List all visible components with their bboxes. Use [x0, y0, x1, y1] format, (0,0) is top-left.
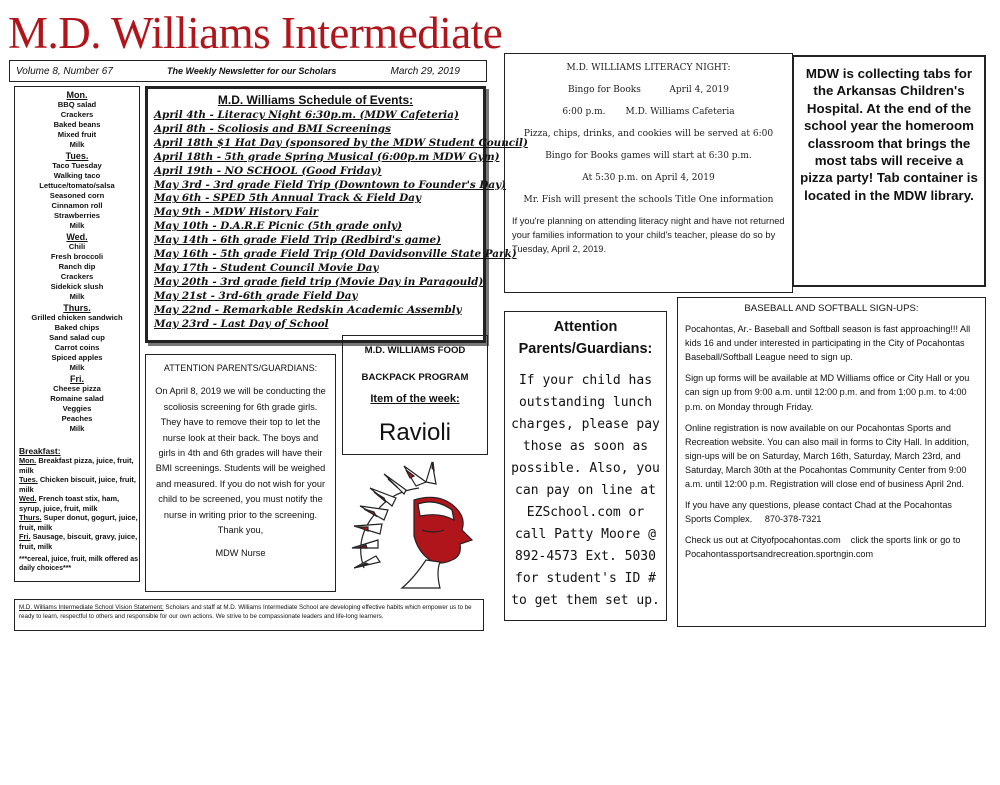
menu-item: Sand salad cup — [49, 333, 105, 342]
menu-item: Walking taco — [53, 171, 101, 180]
baseball-p1: Pocahontas, Ar.- Baseball and Softball season is fast approaching!!! All kids 16 and under interested in participating in the City of Pocahontas Baseball/Softball League need to sign up. — [685, 324, 971, 363]
menu-item: Strawberries — [53, 211, 100, 220]
vision-label: M.D. Williams Intermediate School Vision Statement: — [19, 604, 164, 611]
breakfast-heading: Breakfast: — [19, 446, 61, 456]
menu-item: Peaches — [61, 414, 93, 423]
breakfast-item — [19, 456, 139, 475]
breakfast-day: Fri. — [19, 532, 31, 541]
baseball-heading: BASEBALL AND SOFTBALL SIGN-UPS: — [744, 303, 919, 314]
event-item: May 10th - D.A.R.E Picnic (5th grade only) — [154, 220, 402, 233]
volume-number: Volume 8, Number 67 — [16, 65, 113, 77]
breakfast-text: French toast stix, ham, syrup, juice, fruit, milk — [19, 494, 120, 513]
literacy-line-4: Bingo for Books games will start at 6:30 p.m. — [545, 151, 752, 161]
menu-item: Ranch dip — [58, 262, 96, 271]
event-item: April 19th - NO SCHOOL (Good Friday) — [154, 164, 382, 177]
menu-item: Spiced apples — [51, 353, 103, 362]
menu-item: Carrot coins — [54, 343, 100, 352]
menu-day-heading: Mon. — [66, 90, 88, 100]
event-item: May 9th - MDW History Fair — [154, 206, 319, 219]
menu-item: Milk — [69, 140, 85, 149]
breakfast-item — [19, 475, 139, 494]
event-item: May 14th - 6th grade Field Trip (Redbird's game) — [154, 234, 442, 247]
menu-item: Cinnamon roll — [51, 201, 103, 210]
event-item: April 8th - Scoliosis and BMI Screenings — [154, 122, 391, 135]
event-item: May 3rd - 3rd grade Field Trip (Downtown to Founder's Day) — [154, 178, 507, 191]
breakfast-day: Wed. — [19, 494, 37, 503]
literacy-heading: M.D. WILLIAMS LITERACY NIGHT: — [566, 63, 731, 73]
lunch-charges-body: If your child has outstanding lunch charges, please pay those as soon as possible. Also, you can pay on line at EZSchool.com or call Patty Moore @ 892-4573 Ext. 5030 for student's ID # to get them set up. — [511, 373, 660, 608]
event-item: April 18th $1 Hat Day (sponsored by the MDW Student Council) — [154, 136, 528, 149]
menu-day-heading: Fri. — [69, 374, 84, 384]
breakfast-text: Breakfast pizza, juice, fruit, milk — [19, 456, 134, 475]
baseball-p5: Check us out at Cityofpocahontas.com click the sports link or go to Pocahontassportsandrecreation.sportngin.com — [685, 535, 963, 560]
literacy-line-7: If you're planning on attending literacy night and have not returned your families information to your child's teacher, please do so by Tuesday, April 2, 2019. — [512, 216, 785, 254]
menu-item: Mixed fruit — [57, 130, 97, 139]
lunch-charges-heading: Attention Parents/Guardians: — [518, 319, 653, 357]
events-list — [154, 109, 528, 332]
vision-text: Scholars and staff at M.D. Williams Intermediate School are developing effective habits which empower us to be ready to learn, respectful to others and responsible for our own actions. We strive to be compassionate leaders and life-long learners. — [19, 604, 472, 620]
schedule-of-events — [145, 86, 528, 343]
menu-item: BBQ salad — [57, 100, 97, 109]
breakfast-day: Tues. — [19, 475, 38, 484]
literacy-line-2: 6:00 p.m. M.D. Williams Cafeteria — [562, 107, 735, 117]
indian-chief-mascot-icon — [344, 460, 488, 592]
menu-item: Lettuce/tomato/salsa — [39, 181, 115, 190]
menu-day-heading: Tues. — [65, 151, 89, 161]
backpack-item: Ravioli — [378, 419, 452, 446]
menu-item: Cheese pizza — [53, 384, 101, 393]
breakfast-text: Sausage, biscuit, gravy, juice, fruit, milk — [19, 532, 138, 551]
breakfast-day: Thurs. — [19, 513, 42, 522]
breakfast-menu — [15, 446, 139, 551]
menu-item: Seasoned corn — [49, 191, 105, 200]
menu-item: Taco Tuesday — [52, 161, 102, 170]
baseball-p4: If you have any questions, please contact Chad at the Pocahontas Sports Complex. 870-378-7321 — [685, 500, 955, 525]
backpack-program — [342, 335, 488, 455]
breakfast-item — [19, 513, 139, 532]
literacy-night — [504, 53, 793, 293]
event-item: April 18th - 5th grade Spring Musical (6:00p.m MDW Gym) — [154, 150, 500, 163]
lunch-menu — [14, 86, 140, 582]
menu-item: Sidekick slush — [50, 282, 104, 291]
backpack-line-1: M.D. WILLIAMS FOOD — [364, 345, 466, 356]
breakfast-item — [19, 494, 139, 513]
breakfast-note: ***cereal, juice, fruit, milk offered as daily choices*** — [19, 556, 139, 572]
menu-item: Milk — [69, 221, 85, 230]
event-item: May 23rd - Last Day of School — [154, 317, 329, 330]
baseball-p2: Sign up forms will be available at MD Williams office or City Hall or you can sign up from 9:00 a.m. until 12:00 p.m. and from 1:00 p.m. to 4:00 p.m. on Monday through Friday. — [685, 373, 970, 412]
breakfast-text: Chicken biscuit, juice, fruit, milk — [19, 475, 136, 494]
menu-day-heading: Wed. — [66, 232, 88, 242]
event-item: April 4th - Literacy Night 6:30p.m. (MDW Cafeteria) — [154, 109, 459, 121]
events-heading: M.D. Williams Schedule of Events: — [217, 93, 414, 107]
backpack-item-label: Item of the week: — [370, 393, 460, 405]
baseball-signups — [677, 297, 986, 627]
issue-date: March 29, 2019 — [390, 65, 460, 77]
nurse-notice-heading: ATTENTION PARENTS/GUARDIANS: — [163, 363, 318, 373]
event-item: May 6th - SPED 5th Annual Track & Field Day — [154, 192, 421, 205]
nurse-notice-thanks: Thank you, — [217, 525, 264, 536]
menu-item: Baked chips — [54, 323, 100, 332]
issue-bar — [9, 60, 487, 82]
vision-statement — [14, 599, 484, 631]
breakfast-day: Mon. — [19, 456, 37, 465]
tabs-collection-notice: MDW is collecting tabs for the Arkansas Children's Hospital. At the end of the school year the homeroom classroom that brings the most tabs will receive a pizza party! Tab container is located in the MDW library. — [792, 55, 986, 287]
literacy-line-6: Mr. Fish will present the schools Title One information — [523, 195, 774, 205]
newsletter-title: M.D. Williams Intermediate — [8, 8, 503, 58]
menu-item: Grilled chicken sandwich — [31, 313, 123, 322]
literacy-line-1: Bingo for Books April 4, 2019 — [568, 85, 729, 95]
newsletter-tagline: The Weekly Newsletter for our Scholars — [167, 66, 337, 76]
menu-item: Chili — [68, 242, 86, 251]
nurse-notice-signature: MDW Nurse — [215, 548, 266, 559]
menu-item: Crackers — [60, 272, 94, 281]
menu-item: Crackers — [60, 110, 94, 119]
menu-item: Milk — [69, 292, 85, 301]
event-item: May 16th - 5th grade Field Trip (Old Davidsonville State Park) — [154, 248, 517, 261]
menu-item: Baked beans — [53, 120, 101, 129]
backpack-line-2: BACKPACK PROGRAM — [361, 372, 469, 383]
baseball-p3: Online registration is now available on our Pocahontas Sports and Recreation website. You can also mail in forms to City Hall. In addition, sign-ups will be on Saturday, March 16th, Saturday, March 23rd, and Saturday, March 30th at the Pocahontas Community Center from 9:00 a.m. until 12:00 p.m. Registration will close end of business April 2nd. — [685, 422, 970, 490]
menu-item: Milk — [69, 424, 85, 433]
nurse-notice-body: On April 8, 2019 we will be conducting the scoliosis screening for 6th grade girls. They have to remove their top to let the nurse look at their back. The boys and girls in 4th and 6th grades will have their BMI screenings. Students will be weighed and measured. If you do not wish for your child to be screened, you must notify the nurse in writing prior to the screening. — [155, 386, 326, 520]
event-item: May 21st - 3rd-6th grade Field Day — [154, 289, 358, 302]
menu-item: Romaine salad — [50, 394, 104, 403]
literacy-line-3: Pizza, chips, drinks, and cookies will be served at 6:00 — [523, 129, 774, 139]
breakfast-text: Super donut, gogurt, juice, fruit, milk — [19, 513, 138, 532]
literacy-line-5: At 5:30 p.m. on April 4, 2019 — [582, 173, 715, 183]
menu-item: Veggies — [62, 404, 92, 413]
event-item: May 17th - Student Council Movie Day — [154, 261, 379, 274]
lunch-charges-notice — [504, 311, 667, 621]
menu-day-heading: Thurs. — [63, 303, 91, 313]
menu-item: Milk — [69, 363, 85, 372]
menu-item: Fresh broccoli — [50, 252, 104, 261]
nurse-notice — [145, 354, 336, 592]
event-item: May 22nd - Remarkable Redskin Academic Assembly — [154, 303, 462, 316]
breakfast-item — [19, 532, 139, 551]
event-item: May 20th - 3rd grade field trip (Movie Day in Paragould) — [154, 275, 484, 288]
